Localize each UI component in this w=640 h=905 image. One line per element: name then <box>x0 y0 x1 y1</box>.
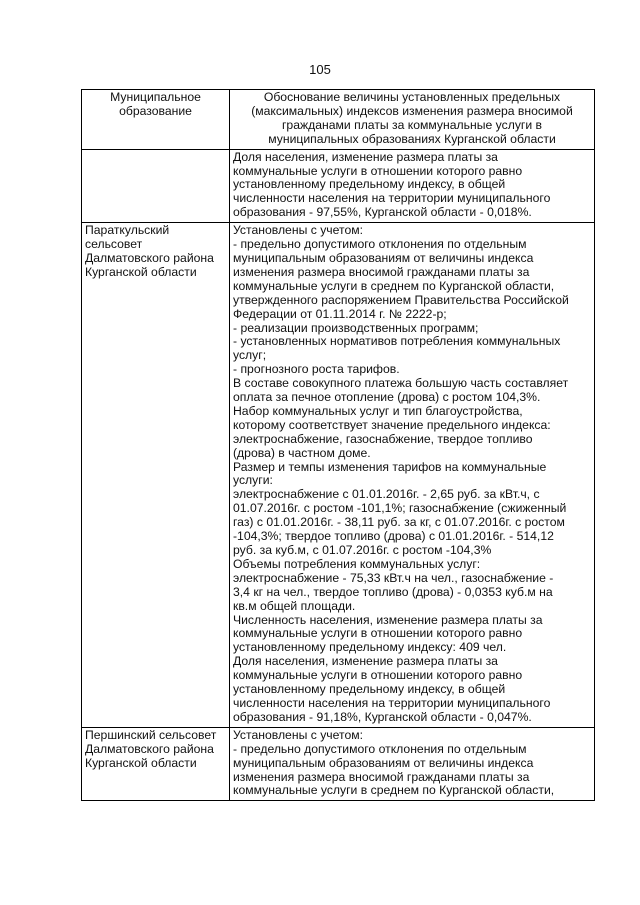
text-line: численности населения на территории муниципального <box>233 695 551 710</box>
municipality-cell <box>82 223 230 728</box>
text-line: коммунальные услуги в отношении которого равно <box>233 626 523 641</box>
text-line: - предельно допустимого отклонения по отдельным <box>233 741 527 756</box>
text-line: коммунальные услуги в отношении которого равно <box>233 163 523 178</box>
text-line: (дрова) в частном доме. <box>233 445 371 460</box>
municipality-line: Першинский сельсовет <box>85 727 217 742</box>
text-line: коммунальные услуги в отношении которого равно <box>233 668 523 683</box>
justification-cell <box>230 223 595 728</box>
text-line: Численность населения, изменение размера платы за <box>233 612 543 627</box>
text-line: коммунальные услуги в среднем по Курганской области, <box>233 783 555 798</box>
text-line: муниципальным образованиям от величины индекса <box>233 250 534 265</box>
text-line: Установлены с учетом: <box>233 727 363 742</box>
municipality-line: Далматовского района <box>85 741 214 756</box>
text-line: 01.07.2016г. с ростом -101,1%; газоснабжение (сжиженный <box>233 501 567 516</box>
text-line: - установленных нормативов потребления коммунальных <box>233 334 561 349</box>
text-line: изменения размера вносимой гражданами платы за <box>233 769 530 784</box>
municipality-line: Курганской области <box>85 755 197 770</box>
text-line: - прогнозного роста тарифов. <box>233 362 400 377</box>
text-line: кв.м общей площади. <box>233 598 356 613</box>
text-line: Установлены с учетом: <box>233 223 363 238</box>
text-line: - реализации производственных программ; <box>233 320 479 335</box>
municipality-line: Параткульский <box>85 223 170 238</box>
text-line: электроснабжение с 01.01.2016г. - 2,65 руб. за кВт.ч, с <box>233 487 540 502</box>
municipality-line: Далматовского района <box>85 250 214 265</box>
text-line: Объемы потребления коммунальных услуг: <box>233 556 481 571</box>
header-line: Муниципальное <box>110 90 201 104</box>
text-line: Доля населения, изменение размера платы за <box>233 149 498 164</box>
text-line: -104,3%; твердое топливо (дрова) с 01.01.2016г. - 514,12 <box>233 529 554 544</box>
municipality-line: сельсовет <box>85 237 143 252</box>
justification-cell <box>230 149 595 223</box>
text-line: установленному предельному индексу: 409 чел. <box>233 640 507 655</box>
text-line: муниципальным образованиям от величины индекса <box>233 755 534 770</box>
text-line: численности населения на территории муниципального <box>233 191 551 206</box>
table-row <box>82 149 595 223</box>
tariff-justification-table <box>81 89 595 801</box>
text-line: утвержденного распоряжением Правительства Российской <box>233 292 569 307</box>
text-line: Федерации от 01.11.2014 г. № 2222-р; <box>233 306 447 321</box>
header-line: гражданами платы за коммунальные услуги в <box>281 117 543 132</box>
justification-cell <box>230 727 595 801</box>
text-line: газ) с 01.01.2016г. - 38,11 руб. за кг, с 01.07.2016г. с ростом <box>233 515 565 530</box>
header-line: образование <box>119 103 192 118</box>
text-line: В составе совокупного платежа большую часть составляет <box>233 376 569 391</box>
municipality-line: Курганской области <box>85 264 197 279</box>
text-line: установленному предельному индексу, в общей <box>233 682 506 697</box>
text-line: услуг; <box>233 348 267 363</box>
text-line: установленному предельному индексу, в общей <box>233 177 506 192</box>
text-line: оплата за печное отопление (дрова) с ростом 104,3%. <box>233 390 541 405</box>
text-line: руб. за куб.м, с 01.07.2016г. с ростом -104,3% <box>233 543 492 557</box>
municipality-cell <box>82 727 230 801</box>
text-line: Набор коммунальных услуг и тип благоустройства, <box>233 403 523 418</box>
header-justification <box>230 90 595 150</box>
text-line: электроснабжение - 75,33 кВт.ч на чел., газоснабжение - <box>233 570 554 585</box>
text-line: электроснабжение, газоснабжение, твердое топливо <box>233 431 533 446</box>
header-line: муниципальных образованиях Курганской области <box>268 131 556 146</box>
text-line: Размер и темпы изменения тарифов на коммунальные <box>233 459 547 474</box>
text-line: образования - 91,18%, Курганской области - 0,047%. <box>233 709 532 724</box>
municipality-cell <box>82 149 230 223</box>
text-line: изменения размера вносимой гражданами платы за <box>233 264 530 279</box>
table-row <box>82 727 595 801</box>
header-municipality <box>82 90 230 150</box>
text-line: образования - 97,55%, Курганской области - 0,018%. <box>233 205 532 220</box>
text-line: 3,4 кг на чел., твердое топливо (дрова) - 0,0353 куб.м на <box>233 584 553 599</box>
text-line: - предельно допустимого отклонения по отдельным <box>233 237 527 252</box>
table-row <box>82 223 595 728</box>
text-line: услуги: <box>233 473 273 488</box>
text-line: которому соответствует значение предельного индекса: <box>233 417 551 432</box>
page-number: 105 <box>309 62 331 77</box>
header-line: Обоснование величины установленных предельных <box>263 90 561 104</box>
table-header-row <box>82 90 595 150</box>
text-line: коммунальные услуги в среднем по Курганской области, <box>233 278 555 293</box>
header-line: (максимальных) индексов изменения размера вносимой <box>251 103 573 118</box>
text-line: Доля населения, изменение размера платы за <box>233 654 498 669</box>
